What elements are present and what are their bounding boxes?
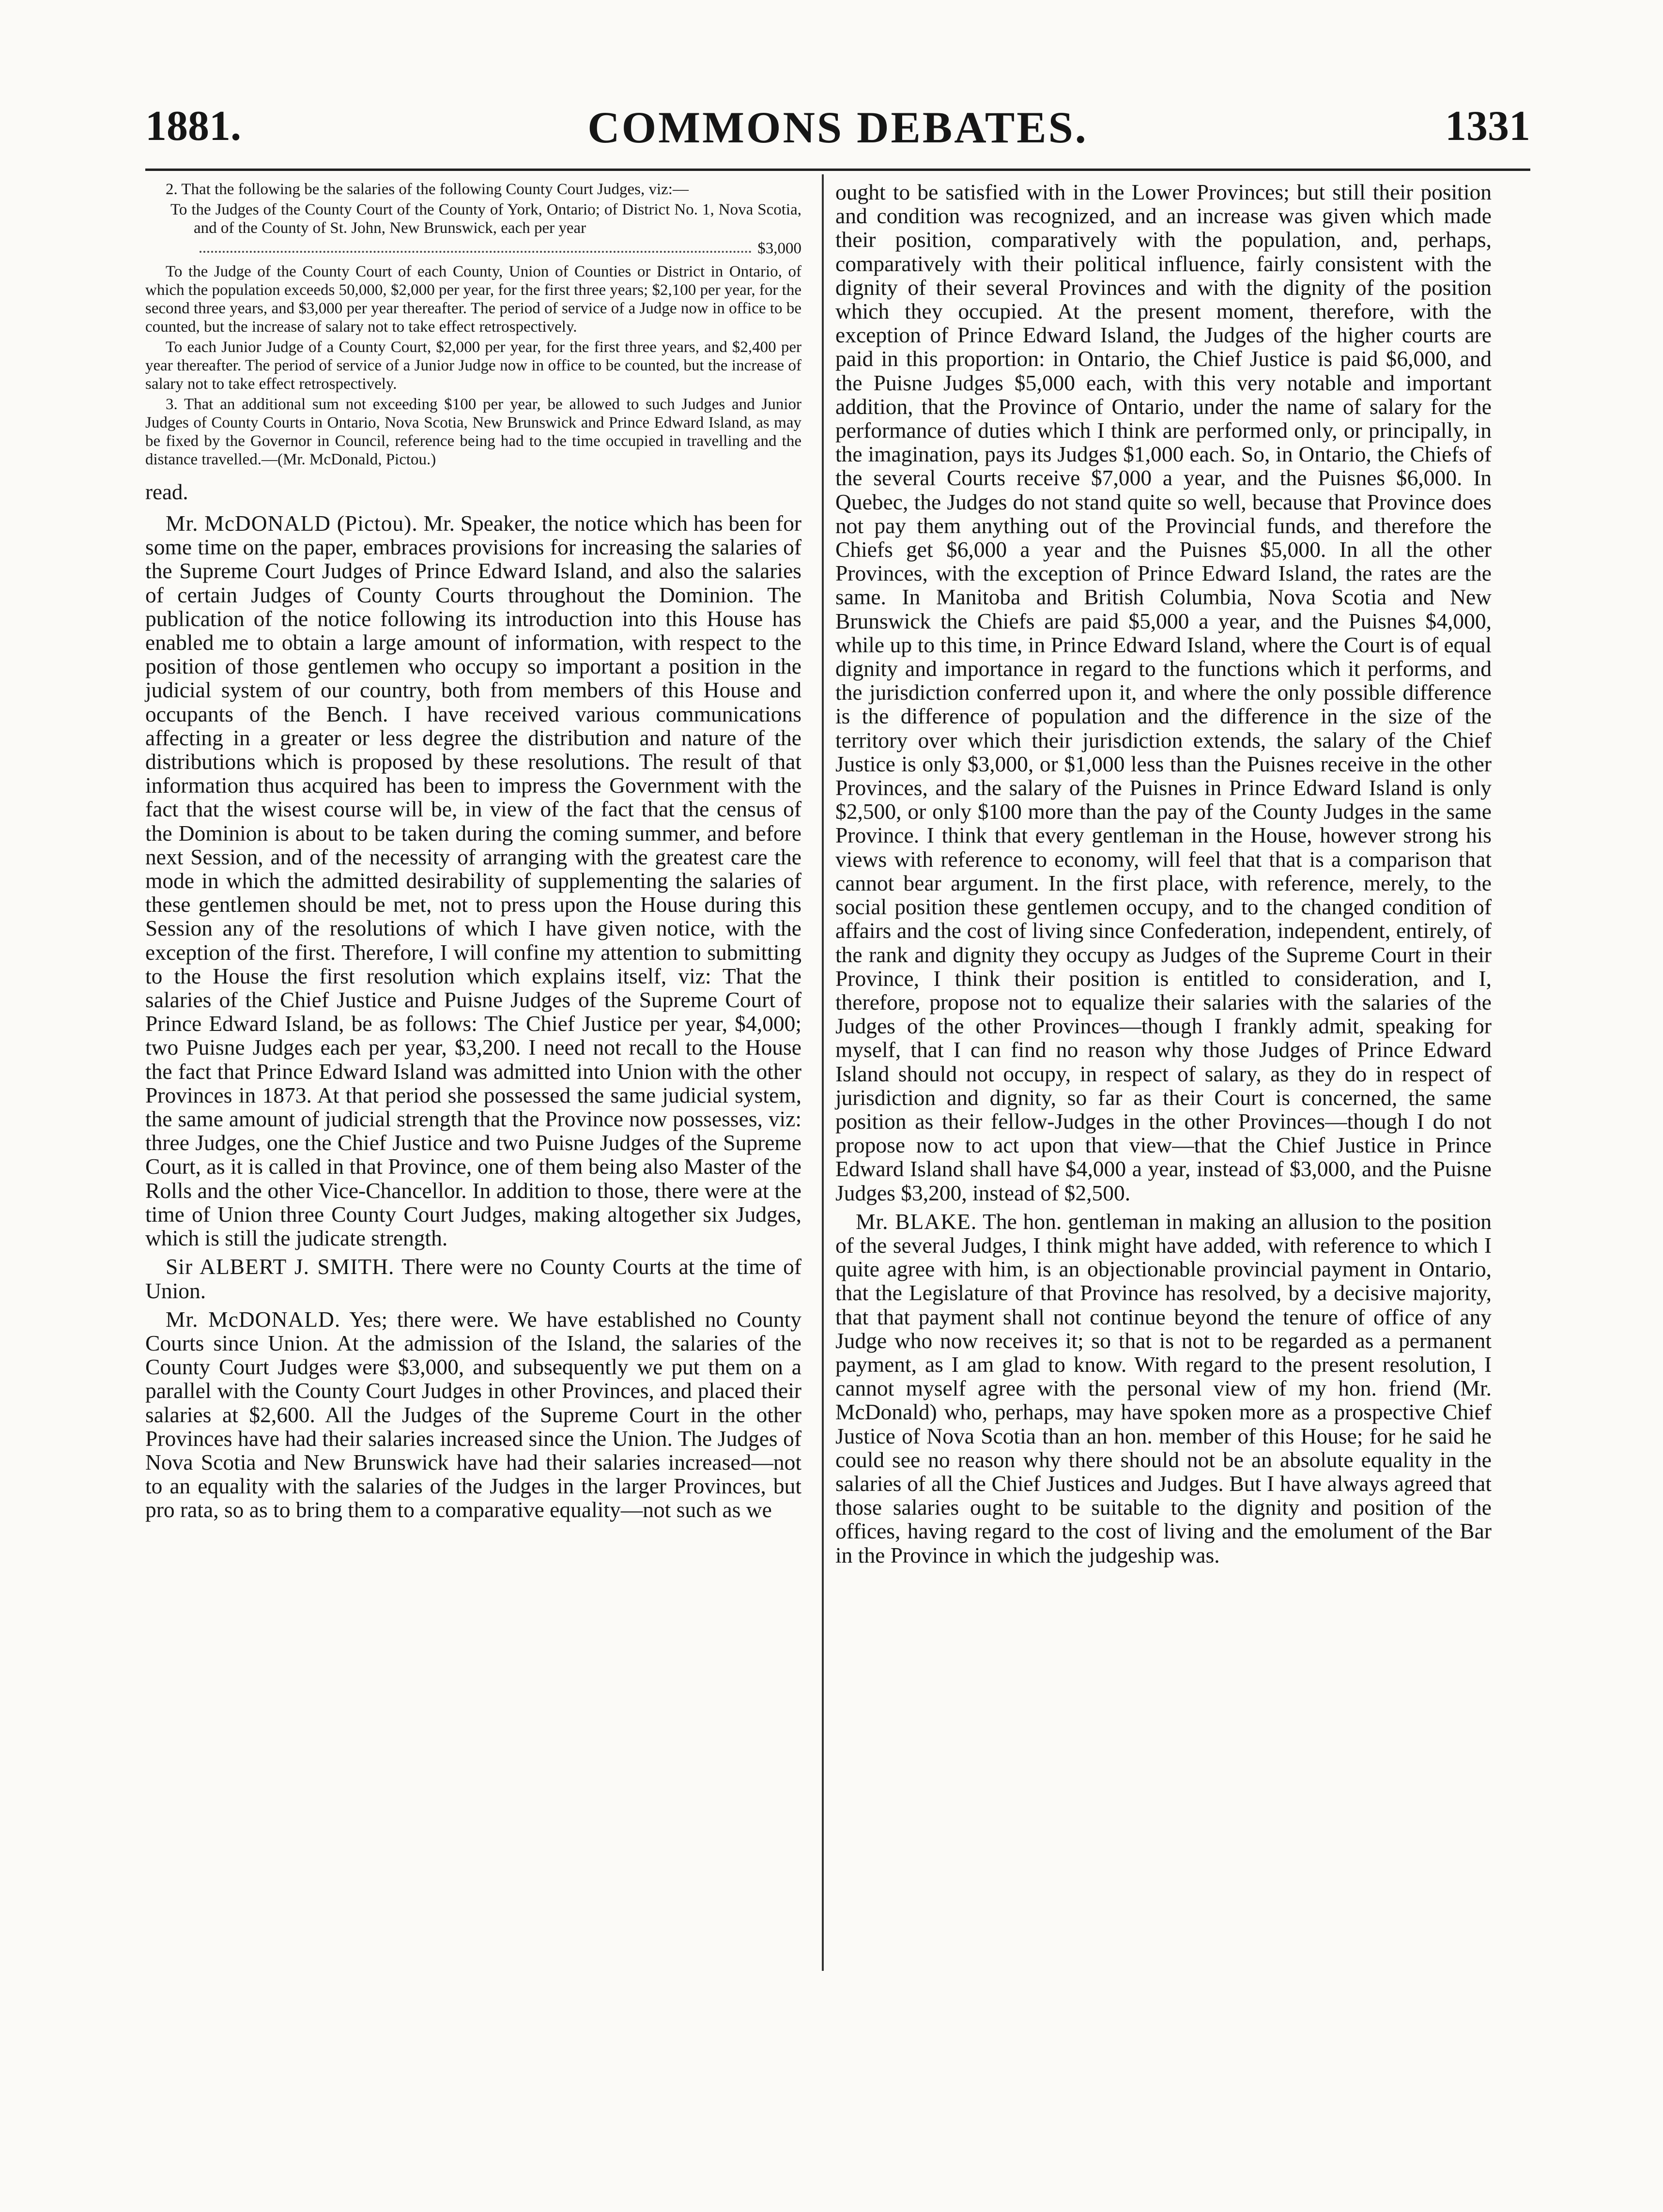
speaker-name: Mr. BLAKE.	[856, 1209, 977, 1234]
speech-paragraph	[145, 1255, 801, 1302]
resolution-york-text: To the Judges of the County Court of the County of York, Ontario; of District No. 1, Nova Scotia, and of the County of St. John, New Brunswick, each per year	[170, 201, 801, 237]
resolution-county-clause: To the Judge of the County Court of each County, Union of Counties or District in Ontario, of which the population exceeds 50,000, $2,000 per year, for the first three years; $2,100 per year, for the second three years, and $3,000 per year thereafter. The period of service of a Judge now in office to be counted, but the increase of salary not to take effect retrospectively.	[145, 263, 801, 336]
right-column	[835, 180, 1492, 1572]
header-rule	[145, 169, 1530, 171]
left-column	[145, 180, 801, 1527]
speech-paragraph	[835, 180, 1492, 1205]
resolution-item-2-intro: 2. That the following be the salaries of the following County Court Judges, viz:—	[166, 181, 689, 198]
page-title: COMMONS DEBATES.	[587, 103, 1088, 152]
page-year: 1881.	[145, 103, 241, 150]
right-speech-block	[835, 180, 1492, 1567]
speech-paragraph	[145, 511, 801, 1250]
read-label: read.	[145, 480, 188, 504]
page-number: 1331	[1445, 103, 1530, 150]
speech-text: The hon. gentleman in making an allusion to the position of the several Judges, I think might have added, with reference to which I quite agree with him, is an objectionable provincial payment in Ontario, that the Legislature of that Province has resolved, by a decisive majority, that that payment shall not continue beyond the tenure of office of any Judge who now receives it; so that is not to be regarded as a permanent payment, as I am glad to know. With regard to the present resolution, I cannot myself agree with the personal view of my hon. friend (Mr. McDonald) who, perhaps, may have spoken more as a prospective Chief Justice of Nova Scotia than an hon. member of this House; for he said he could see no reason why there should not be an absolute equality in the salaries of all the Chief Justices and Judges. But I have always agreed that those salaries ought to be suitable to the dignity and position of the offices, having regard to the cost of living and the emolument of the Bar in the Province in which the judgeship was.	[835, 1209, 1492, 1567]
speaker-name: Sir ALBERT J. SMITH.	[166, 1254, 395, 1279]
speech-text: There were no County Courts at the time of Union.	[145, 1254, 801, 1303]
page-header	[145, 102, 1530, 174]
resolution-york-amount-row	[194, 239, 801, 258]
speech-paragraph	[835, 1210, 1492, 1567]
resolution-york-amount: $3,000	[757, 240, 801, 257]
speaker-name: Mr. McDONALD (Pictou).	[166, 511, 418, 536]
column-divider	[822, 174, 824, 1971]
speech-text: ought to be satisfied with in the Lower Provinces; but still their position and condition was recognized, and an increase was given which made their position, comparatively with the population, and, perhaps, comparatively with their political influence, fairly consistent with the dignity of their several Provinces and with the dignity of the position which they occupied. At the present moment, therefore, with the exception of Prince Edward Island, the Judges of the higher courts are paid in this proportion: in Ontario, the Chief Justice is paid $6,000, and the Puisne Judges $5,000 each, with this very notable and important addition, that the Province of Ontario, under the name of salary for the performance of duties which I think are performed only, or principally, in the imagination, pays its Judges $1,000 each. So, in Ontario, the Chiefs of the several Courts receive $7,000 a year, and the Puisnes $6,000. In Quebec, the Judges do not stand quite so well, because that Province does not pay them anything out of the Provincial funds, and therefore the Chiefs get $6,000 a year and the Puisnes $5,000. In all the other Provinces, with the exception of Prince Edward Island, the rates are the same. In Manitoba and British Columbia, Nova Scotia and New Brunswick the Chiefs are paid $5,000 a year, and the Puisnes $4,000, while up to this time, in Prince Edward Island, where the Court is of equal dignity and importance in regard to the functions which it performs, and the jurisdiction conferred upon it, and where the only possible difference is the difference of population and the difference in the size of the territory over which their jurisdiction extends, the salary of the Chief Justice is only $3,000, or $1,000 less than the Puisnes receive in the other Provinces, and the salary of the Puisnes in Prince Edward Island is only $2,500, or only $100 more than the pay of the County Judges in the same Province. I think that every gentleman in the House, however strong his views with reference to economy, will feel that that is a comparison that cannot bear argument. In the first place, with reference, merely, to the social position these gentlemen occupy, and to the changed condition of affairs and the cost of living since Confederation, independent, entirely, of the rank and dignity they occupy as Judges of the Supreme Court in their Province, I think their position is entitled to consideration, and I, therefore, propose not to equalize their salaries with the salaries of the Judges of the other Provinces—though I frankly admit, speaking for myself, that I can find no reason why those Judges of Prince Edward Island should not occupy, in respect of salary, as they do in respect of jurisdiction and dignity, so far as their Court is concerned, the same position as their fellow-Judges in the other Provinces—though I do not propose now to act upon that view—that the Chief Justice in Prince Edward Island shall have $4,000 a year, instead of $3,000, and the Puisne Judges $3,200, instead of $2,500.	[835, 180, 1492, 1205]
speech-paragraph	[145, 1307, 801, 1522]
speaker-name: Mr. McDONALD.	[166, 1306, 341, 1332]
dot-leader	[200, 239, 752, 253]
resolution-junior-clause: To each Junior Judge of a County Court, $2,000 per year, for the first three years, and $2,400 per year thereafter. The period of service of a Junior Judge now in office to be counted, but the increase of salary not to take effect retrospectively.	[145, 338, 801, 393]
resolution-block	[145, 180, 801, 469]
speech-text: Yes; there were. We have established no County Courts since Union. At the admission of the Island, the salaries of the County Court Judges were $3,000, and subsequently we put them on a parallel with the County Court Judges in other Provinces, and placed their salaries at $2,600. All the Judges of the Supreme Court in the other Provinces have had their salaries increased since the Union. The Judges of Nova Scotia and New Brunswick have had their salaries increased—not to an equality with the salaries of the Judges in the larger Provinces, but pro rata, so as to bring them to a comparative equality—not such as we	[145, 1306, 801, 1522]
resolution-york-clause	[170, 200, 801, 237]
left-speech-block	[145, 511, 801, 1522]
speech-text: Mr. Speaker, the notice which has been for some time on the paper, embraces provisions for increasing the salaries of the Supreme Court Judges of Prince Edward Island, and also the salaries of certain Judges of County Courts throughout the Dominion. The publication of the notice following its introduction into this House has enabled me to obtain a large amount of information, with respect to the position of those gentlemen who occupy so important a position in the judicial system of our country, both from members of this House and occupants of the Bench. I have received various communications affecting in a greater or less degree the distribution and nature of the distributions which is proposed by these resolutions. The result of that information thus acquired has been to impress the Government with the fact that the wisest course will be, in view of the fact that the census of the Dominion is about to be taken during the coming summer, and before next Session, and of the necessity of arranging with the greatest care the mode in which the admitted desirability of supplementing the salaries of these gentlemen should be met, not to press upon the House during this Session any of the resolutions of which I have given notice, with the exception of the first. Therefore, I will confine my attention to submitting to the House the first resolution which explains itself, viz: That the salaries of the Chief Justice and Puisne Judges of the Supreme Court of Prince Edward Island, be as follows: The Chief Justice per year, $4,000; two Puisne Judges each per year, $3,200. I need not recall to the House the fact that Prince Edward Island was admitted into Union with the other Provinces in 1873. At that period she possessed the same judicial system, the same amount of judicial strength that the Province now possesses, viz: three Judges, one the Chief Justice and two Puisne Judges of the Supreme Court, as it is called in that Province, one of them being also Master of the Rolls and the other Vice-Chancellor. In addition to those, there were at the time of Union three County Court Judges, making altogether six Judges, which is still the judicate strength.	[145, 511, 801, 1251]
resolution-item-3: 3. That an additional sum not exceeding $100 per year, be allowed to such Judges and Junior Judges of County Courts in Ontario, Nova Scotia, New Brunswick and Prince Edward Island, as may be fixed by the Governor in Council, reference being had to the time occupied in travelling and the distance travelled.—(Mr. McDonald, Pictou.)	[145, 396, 801, 468]
